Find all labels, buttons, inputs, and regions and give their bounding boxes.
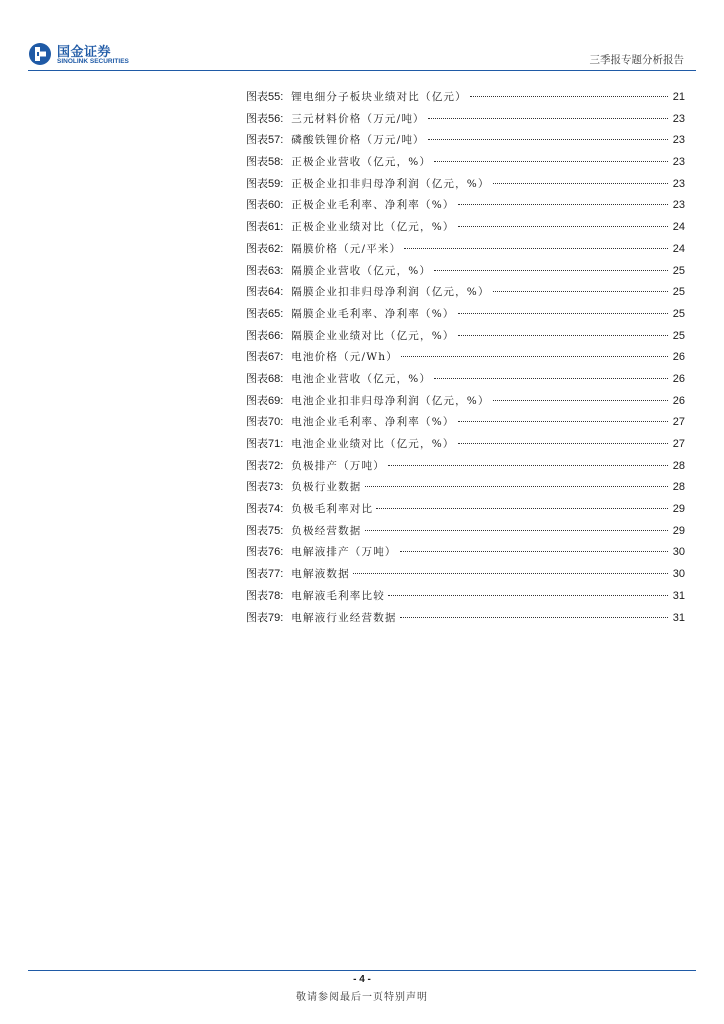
toc-entry-title: 隔膜企业业绩对比（亿元，%） <box>291 329 455 342</box>
toc-dot-leader <box>400 616 668 618</box>
page-header <box>28 38 696 70</box>
toc-entry-title: 正极企业扣非归母净利润（亿元，%） <box>291 177 490 190</box>
toc-entry-number: 图表79: <box>246 611 284 624</box>
toc-dot-leader <box>458 420 668 422</box>
toc-entry-number: 图表66: <box>246 329 284 342</box>
toc-entry-title: 负极经营数据 <box>291 524 362 537</box>
toc-entry-number: 图表61: <box>246 221 284 234</box>
toc-entry[interactable] <box>246 564 685 586</box>
toc-dot-leader <box>353 572 668 574</box>
toc-dot-leader <box>388 594 668 596</box>
toc-entry-title: 电解液数据 <box>291 568 350 581</box>
toc-entry-page: 28 <box>672 459 685 472</box>
toc-entry-page: 26 <box>672 394 685 407</box>
toc-entry-number: 图表57: <box>246 134 284 147</box>
toc-dot-leader <box>458 312 668 314</box>
toc-entry-number: 图表58: <box>246 156 284 169</box>
toc-entry[interactable] <box>246 130 685 152</box>
page-number: - 4 - <box>353 974 371 985</box>
toc-entry[interactable] <box>246 239 685 261</box>
toc-entry[interactable] <box>246 434 685 456</box>
toc-dot-leader <box>493 182 668 184</box>
toc-entry-page: 23 <box>672 199 685 212</box>
toc-entry-page: 30 <box>672 568 685 581</box>
toc-entry-number: 图表72: <box>246 459 284 472</box>
toc-entry-number: 图表73: <box>246 481 284 494</box>
toc-entry-title: 隔膜企业毛利率、净利率（%） <box>291 307 455 320</box>
toc-entry-page: 25 <box>672 264 685 277</box>
toc-dot-leader <box>470 95 668 97</box>
toc-entry-page: 27 <box>672 416 685 429</box>
toc-entry[interactable] <box>246 109 685 131</box>
toc-entry[interactable] <box>246 477 685 499</box>
toc-dot-leader <box>458 442 668 444</box>
toc-entry-number: 图表69: <box>246 394 284 407</box>
toc-entry-title: 电解液毛利率比较 <box>291 589 385 602</box>
toc-entry-title: 电解液行业经营数据 <box>291 611 397 624</box>
toc-entry-page: 25 <box>672 307 685 320</box>
toc-entry[interactable] <box>246 282 685 304</box>
toc-entry-page: 31 <box>672 589 685 602</box>
toc-entry[interactable] <box>246 152 685 174</box>
toc-dot-leader <box>458 334 668 336</box>
toc-entry-title: 负极行业数据 <box>291 481 362 494</box>
toc-entry[interactable] <box>246 391 685 413</box>
toc-entry-number: 图表55: <box>246 91 284 103</box>
brand-name-cn: 国金证券 <box>57 45 112 60</box>
toc-entry-number: 图表74: <box>246 503 284 516</box>
toc-dot-leader <box>400 550 668 552</box>
toc-entry-number: 图表76: <box>246 546 284 559</box>
toc-entry-title: 隔膜企业营收（亿元，%） <box>291 264 432 277</box>
toc-entry[interactable] <box>246 304 685 326</box>
toc-dot-leader <box>428 117 668 119</box>
toc-entry-title: 隔膜价格（元/平米） <box>291 242 402 255</box>
toc-entry-title: 锂电细分子板块业绩对比（亿元） <box>291 91 467 103</box>
toc-entry-number: 图表63: <box>246 264 284 277</box>
toc-entry-page: 27 <box>672 438 685 450</box>
toc-entry[interactable] <box>246 456 685 478</box>
toc-entry-page: 23 <box>672 156 685 169</box>
toc-entry-number: 图表60: <box>246 199 284 212</box>
toc-entry-page: 25 <box>672 286 685 299</box>
toc-entry-title: 电解液排产（万吨） <box>291 546 397 559</box>
toc-entry-page: 24 <box>672 242 685 255</box>
toc-entry-title: 电池企业业绩对比（亿元，%） <box>291 438 455 450</box>
toc-dot-leader <box>434 377 668 379</box>
toc-dot-leader <box>388 464 668 466</box>
toc-dot-leader <box>458 225 668 227</box>
toc-entry[interactable] <box>246 542 685 564</box>
toc-dot-leader <box>458 203 668 205</box>
toc-entry-title: 电池企业扣非归母净利润（亿元，%） <box>291 394 490 407</box>
toc-entry-number: 图表70: <box>246 416 284 429</box>
toc-entry[interactable] <box>246 87 685 109</box>
toc-entry[interactable] <box>246 326 685 348</box>
toc-entry-page: 28 <box>672 481 685 494</box>
toc-entry-number: 图表59: <box>246 177 284 190</box>
toc-entry[interactable] <box>246 174 685 196</box>
toc-dot-leader <box>493 290 668 292</box>
toc-entry-page: 21 <box>672 91 685 103</box>
toc-entry[interactable] <box>246 412 685 434</box>
toc-entry-number: 图表65: <box>246 307 284 320</box>
toc-entry-number: 图表77: <box>246 568 284 581</box>
disclaimer-note: 敬请参阅最后一页特别声明 <box>296 992 428 1003</box>
toc-dot-leader <box>376 507 668 509</box>
sinolink-logo <box>28 40 138 68</box>
toc-dot-leader <box>404 247 668 249</box>
toc-entry-page: 30 <box>672 546 685 559</box>
toc-entry[interactable] <box>246 608 685 630</box>
toc-entry-number: 图表67: <box>246 351 284 364</box>
toc-dot-leader <box>365 485 669 487</box>
toc-entry-title: 正极企业营收（亿元，%） <box>291 156 432 169</box>
toc-entry-title: 负极毛利率对比 <box>291 503 374 516</box>
toc-entry-title: 三元材料价格（万元/吨） <box>291 112 425 125</box>
brand-name-en: SINOLINK SECURITIES <box>57 58 129 65</box>
toc-dot-leader <box>434 269 668 271</box>
toc-entry-title: 正极企业业绩对比（亿元，%） <box>291 221 455 234</box>
toc-entry[interactable] <box>246 521 685 543</box>
sinolink-logo-icon <box>28 42 52 66</box>
toc-entry-page: 29 <box>672 524 685 537</box>
toc-dot-leader <box>401 355 668 357</box>
toc-entry[interactable] <box>246 369 685 391</box>
toc-entry-title: 负极排产（万吨） <box>291 459 385 472</box>
toc-entry-title: 电池价格（元/Wh） <box>291 351 398 364</box>
toc-entry-number: 图表64: <box>246 286 284 299</box>
toc-entry-page: 29 <box>672 503 685 516</box>
toc-dot-leader <box>428 138 668 140</box>
toc-entry[interactable] <box>246 261 685 283</box>
toc-entry-title: 正极企业毛利率、净利率（%） <box>291 199 455 212</box>
toc-dot-leader <box>365 529 669 531</box>
toc-entry-number: 图表75: <box>246 524 284 537</box>
toc-entry-page: 23 <box>672 112 685 125</box>
toc-entry[interactable] <box>246 195 685 217</box>
toc-dot-leader <box>493 399 668 401</box>
toc-entry-number: 图表62: <box>246 242 284 255</box>
toc-entry-number: 图表78: <box>246 589 284 602</box>
toc-entry-title: 隔膜企业扣非归母净利润（亿元，%） <box>291 286 490 299</box>
toc-entry-number: 图表56: <box>246 112 284 125</box>
toc-entry-page: 23 <box>672 177 685 190</box>
toc-entry-page: 24 <box>672 221 685 234</box>
toc-entry-title: 电池企业毛利率、净利率（%） <box>291 416 455 429</box>
toc-entry-number: 图表71: <box>246 438 284 450</box>
header-divider <box>28 70 696 71</box>
report-type-label: 三季报专题分析报告 <box>589 54 684 66</box>
toc-entry-title: 磷酸铁锂价格（万元/吨） <box>291 134 425 147</box>
toc-entry-number: 图表68: <box>246 372 284 385</box>
toc-dot-leader <box>434 160 668 162</box>
toc-entry[interactable] <box>246 586 685 608</box>
footer-divider <box>28 970 696 971</box>
toc-entry-page: 26 <box>672 372 685 385</box>
toc-entry[interactable] <box>246 347 685 369</box>
toc-entry-page: 23 <box>672 134 685 147</box>
toc-entry-page: 26 <box>672 351 685 364</box>
figure-index-list <box>246 87 685 629</box>
toc-entry[interactable] <box>246 499 685 521</box>
toc-entry-page: 31 <box>672 611 685 624</box>
toc-entry-title: 电池企业营收（亿元，%） <box>291 372 432 385</box>
toc-entry[interactable] <box>246 217 685 239</box>
toc-entry-page: 25 <box>672 329 685 342</box>
